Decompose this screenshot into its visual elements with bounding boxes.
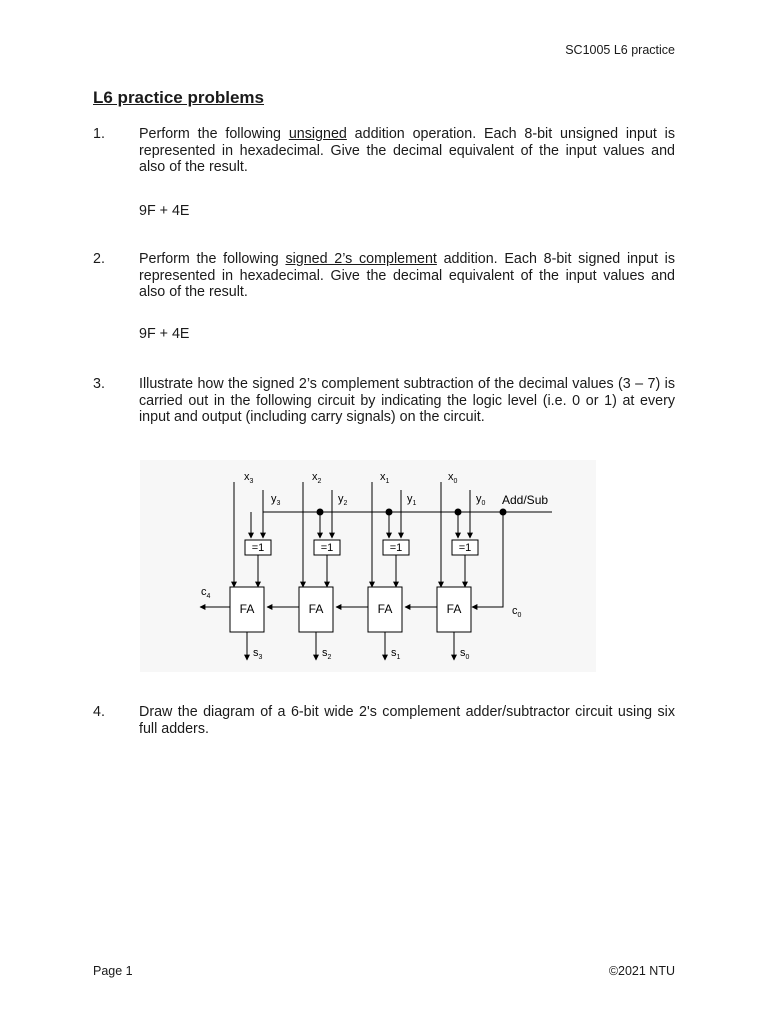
page-title: L6 practice problems — [93, 88, 265, 107]
y3-label: $y_3$ — [271, 493, 281, 507]
problem-text: Illustrate how the signed 2’s complement subtraction of the decimal values (3 – 7) is carried out in the following circuit by indicating the logic level (i.e. 0 or 1) at every input and output (including carry signals) on the circuit. — [139, 376, 675, 425]
add-sub-label: Add/Sub — [502, 493, 549, 507]
x0-label: $x_0$ — [448, 471, 458, 485]
circuit-diagram — [140, 460, 596, 672]
svg-text:=1: =1 — [389, 542, 403, 554]
header-course-ref: SC1005 L6 practice — [565, 43, 675, 57]
x3-label: $x_3$ — [244, 471, 254, 485]
problem-number: 4. — [93, 704, 105, 720]
problem-2 — [93, 251, 675, 301]
y0-label: $y_0$ — [476, 493, 486, 507]
problem-1 — [93, 126, 675, 176]
svg-text:=1: =1 — [251, 542, 265, 554]
svg-text:FA: FA — [239, 602, 255, 616]
problem-number: 3. — [93, 376, 105, 392]
carry-in-label: $c_0$ — [512, 605, 522, 619]
svg-text:FA: FA — [446, 602, 462, 616]
problem-1-expression: 9F + 4E — [139, 203, 190, 219]
s1-label: $s_1$ — [391, 647, 401, 661]
footer-copyright: ©2021 NTU — [608, 964, 675, 978]
x1-label: $x_1$ — [380, 471, 390, 485]
bit-stage-0 — [405, 471, 486, 661]
carry-out-label: $c_4$ — [201, 586, 211, 600]
s2-label: $s_2$ — [322, 647, 332, 661]
adder-subtractor-circuit — [140, 460, 596, 672]
y2-label: $y_2$ — [338, 493, 348, 507]
problem-3 — [93, 376, 675, 426]
carry-in-line — [472, 512, 503, 607]
footer-page-number: Page 1 — [93, 964, 133, 978]
problem-text: Perform the following unsigned addition operation. Each 8-bit unsigned input is represented in hexadecimal. Give the decimal equivalent of the input values and also of the result. — [139, 126, 676, 175]
problem-number: 2. — [93, 251, 105, 267]
emphasis-signed-2s-complement: signed 2’s complement — [285, 251, 437, 267]
problem-text: Perform the following signed 2’s complement addition. Each 8-bit signed input is represented in hexadecimal. Give the decimal equivalent of the input values and also of the result. — [139, 251, 675, 300]
problem-text: Draw the diagram of a 6-bit wide 2's complement adder/subtractor circuit using six full adders. — [139, 704, 675, 737]
svg-text:=1: =1 — [458, 542, 472, 554]
s3-label: $s_3$ — [253, 647, 263, 661]
emphasis-unsigned: unsigned — [288, 126, 347, 142]
svg-text:FA: FA — [308, 602, 324, 616]
svg-text:=1: =1 — [320, 542, 334, 554]
problem-4 — [93, 704, 675, 737]
x2-label: $x_2$ — [312, 471, 322, 485]
bit-stage-1 — [336, 471, 417, 661]
svg-text:FA: FA — [377, 602, 393, 616]
y1-label: $y_1$ — [407, 493, 417, 507]
problem-2-expression: 9F + 4E — [139, 326, 190, 342]
s0-label: $s_0$ — [460, 647, 470, 661]
bit-stage-3 — [230, 471, 281, 661]
problem-number: 1. — [93, 126, 105, 142]
